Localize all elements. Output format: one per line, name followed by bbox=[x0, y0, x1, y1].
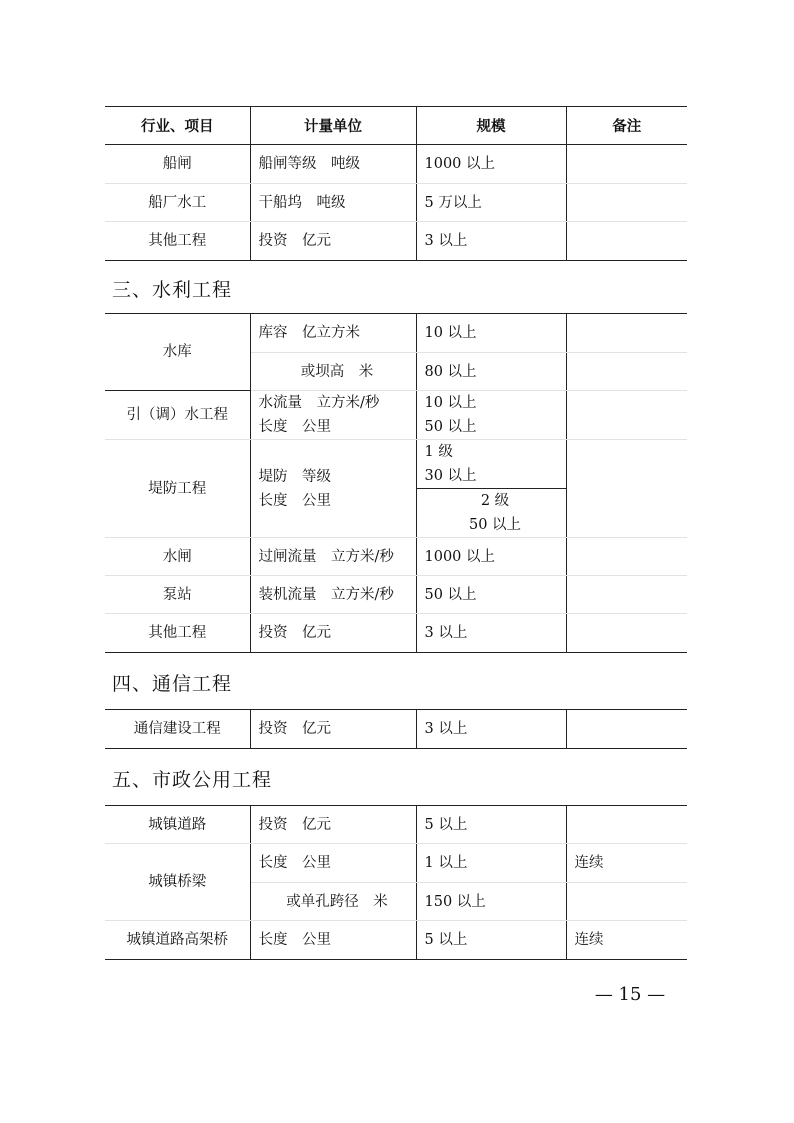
col-header-unit: 计量单位 bbox=[250, 107, 416, 145]
cell-item: 城镇道路高架桥 bbox=[105, 921, 250, 960]
table-row bbox=[105, 576, 687, 614]
cell-note bbox=[566, 353, 687, 391]
cell-scale bbox=[416, 440, 566, 489]
scale-line: 10 以上 bbox=[424, 395, 477, 411]
cell-unit: 船闸等级 吨级 bbox=[250, 145, 416, 184]
cell-scale bbox=[416, 489, 566, 538]
col-header-industry: 行业、项目 bbox=[105, 107, 250, 145]
cell-item: 泵站 bbox=[105, 576, 250, 614]
table-row bbox=[105, 921, 687, 960]
scale-line: 50 以上 bbox=[468, 517, 522, 533]
table-row bbox=[105, 538, 687, 576]
section-heading-water: 三、水利工程 bbox=[112, 279, 233, 301]
cell-unit: 过闸流量 立方米/秒 bbox=[250, 538, 416, 576]
page-number: — 15 — bbox=[594, 984, 666, 1005]
cell-item: 城镇桥梁 bbox=[105, 844, 250, 921]
cell-scale: 5 万以上 bbox=[416, 184, 566, 222]
cell-unit bbox=[250, 440, 416, 538]
cell-scale: 1 以上 bbox=[416, 844, 566, 883]
table-row bbox=[105, 184, 687, 222]
scale-line: 30 以上 bbox=[424, 468, 477, 484]
cell-scale: 150 以上 bbox=[416, 883, 566, 921]
scale-line: 2 级 bbox=[480, 493, 510, 509]
table-row bbox=[105, 614, 687, 653]
table-row bbox=[105, 806, 687, 844]
cell-item: 船厂水工 bbox=[105, 184, 250, 222]
cell-scale: 5 以上 bbox=[416, 921, 566, 960]
scale-line: 1 级 bbox=[424, 444, 453, 460]
cell-scale: 1000 以上 bbox=[416, 538, 566, 576]
cell-note bbox=[566, 614, 687, 653]
cell-note bbox=[566, 538, 687, 576]
table-block-1 bbox=[105, 106, 687, 261]
col-header-note: 备注 bbox=[566, 107, 687, 145]
section-heading-municipal: 五、市政公用工程 bbox=[112, 769, 273, 791]
scale-line: 50 以上 bbox=[424, 419, 477, 435]
cell-item: 其他工程 bbox=[105, 614, 250, 653]
cell-unit: 投资 亿元 bbox=[250, 710, 416, 749]
cell-note bbox=[566, 184, 687, 222]
cell-item: 其他工程 bbox=[105, 222, 250, 261]
table-block-4 bbox=[105, 805, 687, 960]
cell-unit: 投资 亿元 bbox=[250, 806, 416, 844]
cell-unit bbox=[250, 391, 416, 440]
table-row bbox=[105, 391, 687, 440]
cell-item: 城镇道路 bbox=[105, 806, 250, 844]
col-header-scale: 规模 bbox=[416, 107, 566, 145]
table-row bbox=[105, 710, 687, 749]
cell-note bbox=[566, 314, 687, 353]
cell-item: 堤防工程 bbox=[105, 440, 250, 538]
table-block-2 bbox=[105, 313, 687, 653]
cell-unit: 或坝高 米 bbox=[250, 353, 416, 391]
cell-scale: 3 以上 bbox=[416, 614, 566, 653]
cell-unit: 或单孔跨径 米 bbox=[250, 883, 416, 921]
cell-scale bbox=[416, 391, 566, 440]
section-heading-telecom: 四、通信工程 bbox=[112, 673, 233, 695]
cell-unit: 投资 亿元 bbox=[250, 614, 416, 653]
cell-note bbox=[566, 710, 687, 749]
cell-scale: 50 以上 bbox=[416, 576, 566, 614]
table-row bbox=[105, 314, 687, 353]
cell-scale: 10 以上 bbox=[416, 314, 566, 353]
cell-note bbox=[566, 391, 687, 440]
table-row bbox=[105, 145, 687, 184]
cell-note bbox=[566, 145, 687, 184]
table-row bbox=[105, 844, 687, 883]
unit-line: 长度 公里 bbox=[258, 492, 331, 509]
cell-item: 引（调）水工程 bbox=[105, 391, 250, 440]
cell-item: 船闸 bbox=[105, 145, 250, 184]
cell-note bbox=[566, 806, 687, 844]
cell-note: 连续 bbox=[566, 921, 687, 960]
table-row bbox=[105, 440, 687, 489]
cell-item: 水闸 bbox=[105, 538, 250, 576]
cell-unit: 长度 公里 bbox=[250, 921, 416, 960]
table-block-3 bbox=[105, 709, 687, 749]
cell-note bbox=[566, 440, 687, 538]
cell-unit: 长度 公里 bbox=[250, 844, 416, 883]
cell-scale: 3 以上 bbox=[416, 710, 566, 749]
cell-note: 连续 bbox=[566, 844, 687, 883]
cell-scale: 5 以上 bbox=[416, 806, 566, 844]
cell-unit: 装机流量 立方米/秒 bbox=[250, 576, 416, 614]
unit-line: 水流量 立方米/秒 bbox=[258, 395, 380, 411]
cell-item: 通信建设工程 bbox=[105, 710, 250, 749]
cell-scale: 80 以上 bbox=[416, 353, 566, 391]
table-row bbox=[105, 222, 687, 261]
unit-line: 堤防 等级 bbox=[258, 468, 331, 485]
unit-line: 长度 公里 bbox=[258, 419, 331, 435]
cell-note bbox=[566, 576, 687, 614]
cell-unit: 干船坞 吨级 bbox=[250, 184, 416, 222]
cell-note bbox=[566, 883, 687, 921]
cell-scale: 1000 以上 bbox=[416, 145, 566, 184]
cell-scale: 3 以上 bbox=[416, 222, 566, 261]
cell-unit: 库容 亿立方米 bbox=[250, 314, 416, 353]
cell-note bbox=[566, 222, 687, 261]
cell-item: 水库 bbox=[105, 314, 250, 391]
cell-unit: 投资 亿元 bbox=[250, 222, 416, 261]
